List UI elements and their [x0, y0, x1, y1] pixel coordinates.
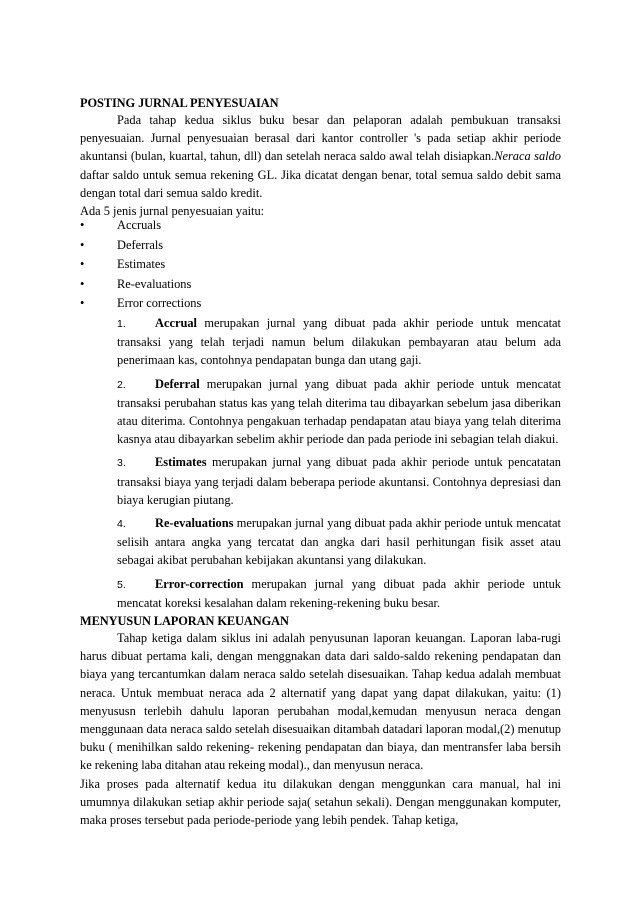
bullet-dot-icon: • [80, 257, 85, 272]
bullet-label: Error corrections [117, 296, 202, 311]
bullet-dot-icon: • [80, 218, 85, 232]
bullet-dot-icon: • [80, 276, 85, 291]
definition-item-accrual [117, 314, 561, 370]
item-term: Error-correction [155, 576, 244, 591]
bullet-label: Accruals [117, 218, 162, 232]
numbered-definitions-list [117, 314, 561, 617]
paragraph-laporan-main: Tahap ketiga dalam siklus ini adalah penyusunan laporan keuangan. Laporan laba-rugi harus dibuat pertama kali, dengan menggnakan data dari saldo-saldo rekening pendapatan dan biaya yang tercantumkan dalam neraca saldo setelah disesuaikan. Tahap kedua adalah membuat neraca. Untuk membuat neraca ada 2 alternatif yang dapat yang dapat dilakukan, yaitu: (1) menyususn terlebih dahulu laporan perubahan modal,kemudan menyusun neraca dengan menggunaan data neraca saldo setelah disesuaikan ditambah datadari laporan modal,(2) menutup buku ( menihilkan saldo rekening- rekening pendapatan dan biaya, dan mentransfer laba bersih ke rekening laba ditahan atau rekeing modal)., dan menyusun neraca. [80, 631, 561, 773]
item-term: Estimates [155, 455, 207, 470]
definition-item-error-correction [117, 575, 561, 612]
bullet-item [80, 216, 561, 236]
item-description: merupakan jurnal yang dibuat pada akhir periode untuk mencatat koreksi kesalahan dalam rekening-rekening buku besar. [117, 576, 561, 610]
item-number: 2. [117, 378, 126, 391]
paragraph-text-a: Pada tahap kedua siklus buku besar dan pelaporan adalah pembukuan transaksi penyesuaian. Jurnal penyesuaian berasal dari kantor controller 's pada setiap akhir periode akuntansi (bulan, kuartal, tahun, dll) dan setelah neraca saldo awal telah disiapkan. [80, 113, 561, 164]
bullet-label: Estimates [117, 257, 166, 272]
bullet-dot-icon: • [80, 237, 85, 252]
bullet-item [80, 236, 561, 256]
item-description: merupakan jurnal yang dibuat pada akhir periode untuk mencatat selisih antara angka yang tercatat dan angka dari hasil perhitungan fisik asset atau sebagai akibat perubahan kebijakan akuntansi yang dilakukan. [117, 516, 561, 568]
item-description: merupakan jurnal yang dibuat pada akhir periode untuk mencatat transaksi yang telah terjadi namun belum dilakukan pembayaran atau belum ada penerimaan kas, contohnya pendapatan bunga dan utang gaji. [117, 316, 561, 368]
paragraph-laporan-alternative: Jika proses pada alternatif kedua itu dilakukan dengan menggunkan cara manual, hal ini umumnya dilakukan setiap akhir periode saja( setahun sekali). Dengan menggunakan komputer, maka proses tersebut pada periode-periode yang lebih pendek. Tahap ketiga, [80, 777, 561, 828]
section-heading-posting: POSTING JURNAL PENYESUAIAN [80, 96, 279, 110]
bullet-dot-icon: • [80, 296, 85, 311]
item-description: merupakan jurnal yang dibuat pada akhir periode untuk mencatat transaksi perubahan status kas yang telah diterima tau dibayarkan sebelum jasa diberikan atau diterima. Contohnya pengakuan terhadap pendapatan atau biaya yang telah diterima kasnya atau dibayarkan sebelim akhir periode dan pada periode ini sebagian telah diakui. [117, 376, 561, 447]
item-number: 4. [117, 518, 126, 531]
bullet-list [80, 216, 561, 314]
definition-item-re-evaluations [117, 514, 561, 570]
item-description: merupakan jurnal yang dibuat pada akhir periode untuk pencatatan transaksi biaya yang terjadi dalam beberapa periode akuntansi. Contohnya depresiasi dan biaya kerugian piutang. [117, 455, 561, 507]
bullet-label: Deferrals [117, 237, 164, 252]
item-number: 3. [117, 457, 126, 470]
bullet-intro: Ada 5 jenis jurnal penyesuaian yaitu: [80, 204, 265, 218]
bullet-item [80, 255, 561, 275]
definition-item-estimates [117, 453, 561, 509]
paragraph-text-b: daftar saldo untuk semua rekening GL. Jika dicatat dengan benar, total semua saldo debit sama dengan total dari semua saldo kredit. [80, 167, 561, 200]
paragraph-italic-term: Neraca saldo [494, 149, 561, 164]
item-number: 5. [117, 578, 126, 591]
item-term: Re-evaluations [155, 516, 234, 531]
item-term: Accrual [155, 316, 197, 330]
item-term: Deferral [155, 376, 200, 391]
bullet-item [80, 294, 561, 314]
item-number: 1. [117, 318, 126, 330]
section-heading-laporan: MENYUSUN LAPORAN KEUANGAN [80, 614, 289, 628]
definition-item-deferral [117, 375, 561, 449]
bullet-label: Re-evaluations [117, 276, 192, 291]
paragraph-posting-intro [80, 111, 561, 202]
bullet-item [80, 275, 561, 295]
